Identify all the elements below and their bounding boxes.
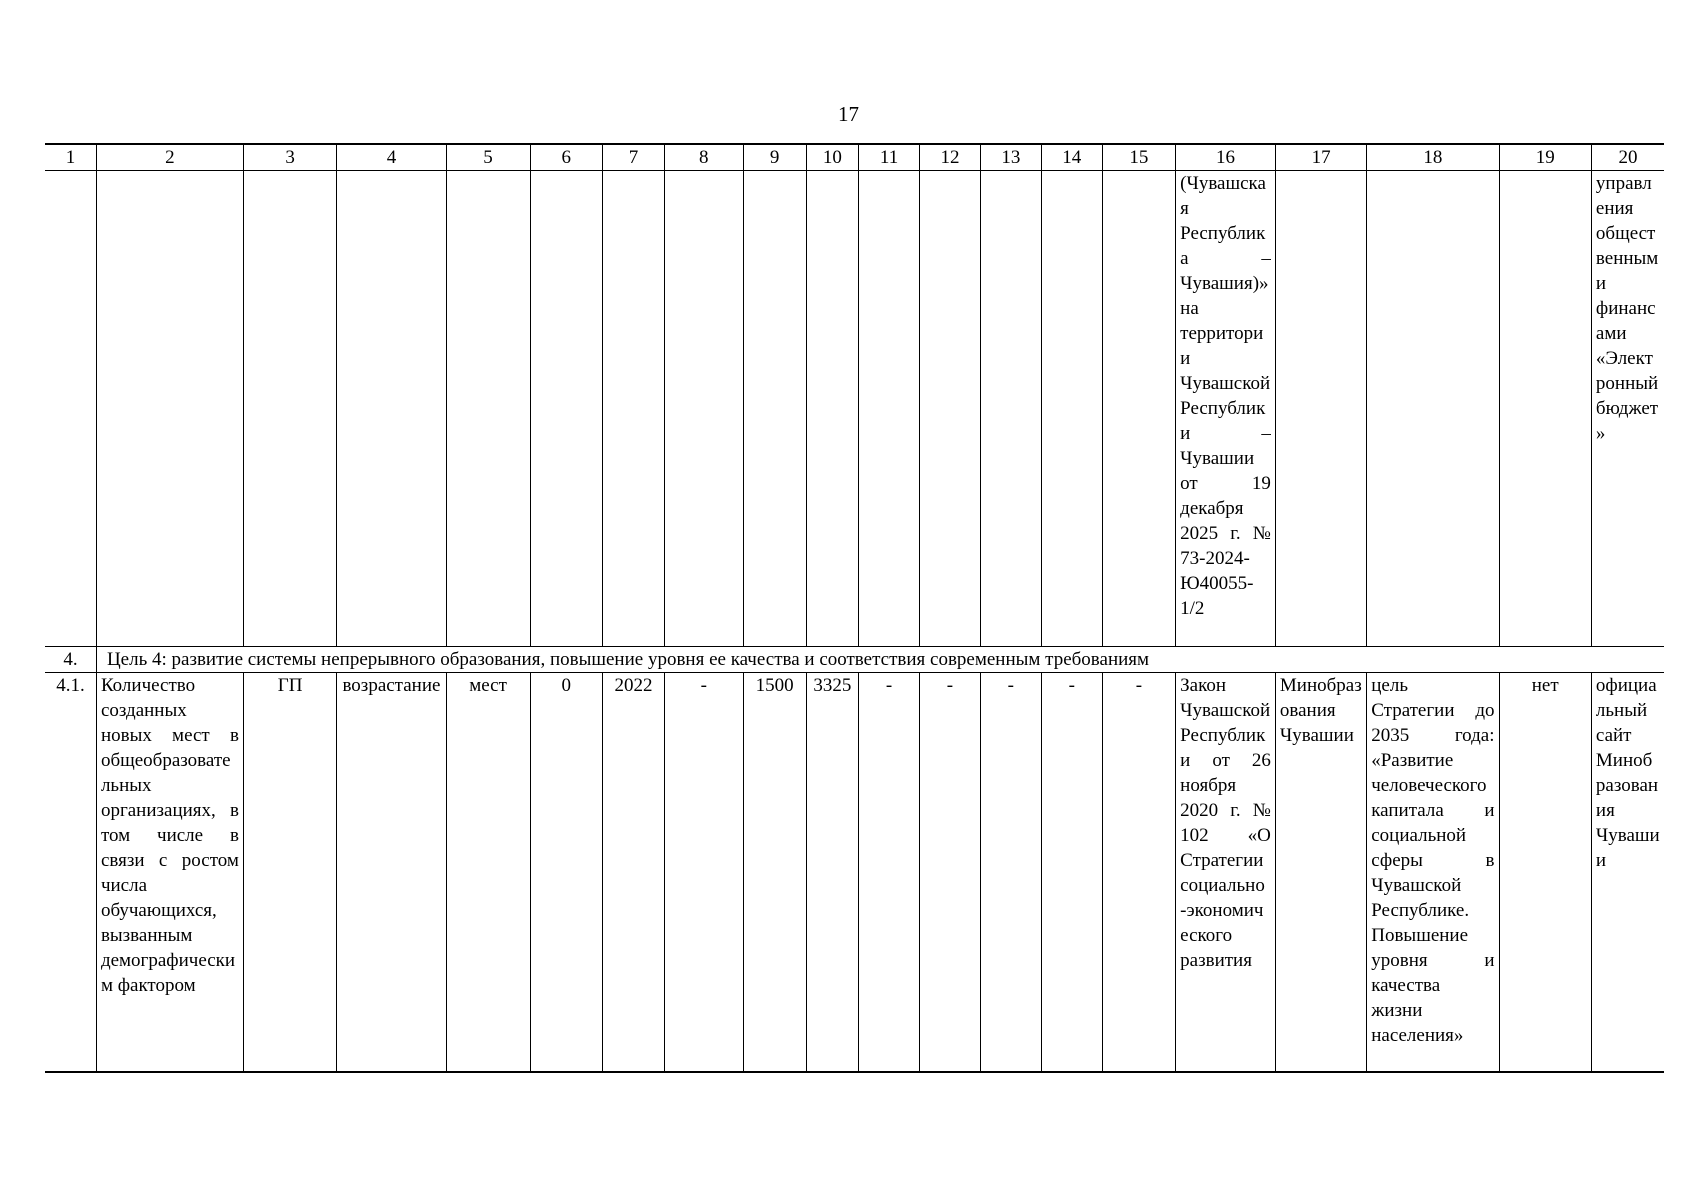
header-cell: 7 bbox=[602, 144, 664, 171]
responsible-body: Минобразования Чувашии bbox=[1275, 673, 1366, 1073]
header-cell: 16 bbox=[1176, 144, 1276, 171]
header-cell: 13 bbox=[980, 144, 1041, 171]
indicator-level: ГП bbox=[243, 673, 336, 1073]
header-cell: 18 bbox=[1367, 144, 1499, 171]
continuation-source-system: управления общественными финансами «Электронный бюджет» bbox=[1591, 171, 1664, 647]
header-cell: 15 bbox=[1102, 144, 1175, 171]
continuation-law-reference: (Чувашская Республика – Чувашия)» на территории Чувашской Республики – Чувашии от 19 декабря 2025 г. № 73-2024-Ю40055-1/2 bbox=[1176, 171, 1276, 647]
value-col-8: - bbox=[664, 673, 743, 1073]
header-cell: 20 bbox=[1591, 144, 1664, 171]
indicators-table bbox=[45, 143, 1664, 1073]
header-cell: 2 bbox=[96, 144, 243, 171]
value-col-14: - bbox=[1041, 673, 1102, 1073]
value-col-10: 3325 bbox=[806, 673, 858, 1073]
goal-number: 4. bbox=[45, 647, 96, 673]
value-col-9: 1500 bbox=[743, 673, 806, 1073]
goal-text: Цель 4: развитие системы непрерывного образования, повышение уровня ее качества и соответствия современным требованиям bbox=[96, 647, 1664, 673]
header-cell: 14 bbox=[1041, 144, 1102, 171]
indicator-row-4-1 bbox=[45, 673, 1664, 1073]
row-number: 4.1. bbox=[45, 673, 96, 1073]
value-col-13: - bbox=[980, 673, 1041, 1073]
header-cell: 17 bbox=[1275, 144, 1366, 171]
legal-document: Закон Чувашской Республики от 26 ноября 2020 г. № 102 «О Стратегии социально-экономического развития bbox=[1176, 673, 1276, 1073]
indicator-unit: мест bbox=[446, 673, 530, 1073]
value-col-15: - bbox=[1102, 673, 1175, 1073]
page-number: 17 bbox=[838, 102, 859, 126]
indicator-name: Количество созданных новых мест в общеобразовательных организациях, в том числе в связи с ростом числа обучающихся, вызванным демографическим фактором bbox=[96, 673, 243, 1073]
information-source: официальный сайт Минобразования Чувашии bbox=[1591, 673, 1664, 1073]
value-col-11: - bbox=[859, 673, 920, 1073]
header-cell: 19 bbox=[1499, 144, 1591, 171]
base-value: 0 bbox=[530, 673, 602, 1073]
col-19-value: нет bbox=[1499, 673, 1591, 1073]
header-cell: 1 bbox=[45, 144, 96, 171]
header-cell: 10 bbox=[806, 144, 858, 171]
strategy-goal: цель Стратегии до 2035 года: «Развитие человеческого капитала и социальной сферы в Чувашской Республике. Повышение уровня и качества жизни населения» bbox=[1367, 673, 1499, 1073]
header-cell: 6 bbox=[530, 144, 602, 171]
header-cell: 11 bbox=[859, 144, 920, 171]
value-col-12: - bbox=[920, 673, 981, 1073]
continuation-row bbox=[45, 171, 1664, 647]
goal-row bbox=[45, 647, 1664, 673]
header-cell: 12 bbox=[920, 144, 981, 171]
header-cell: 9 bbox=[743, 144, 806, 171]
header-cell: 4 bbox=[337, 144, 446, 171]
header-cell: 5 bbox=[446, 144, 530, 171]
indicator-direction: возрастание bbox=[337, 673, 446, 1073]
base-year: 2022 bbox=[602, 673, 664, 1073]
header-cell: 3 bbox=[243, 144, 336, 171]
header-row bbox=[45, 144, 1664, 171]
header-cell: 8 bbox=[664, 144, 743, 171]
